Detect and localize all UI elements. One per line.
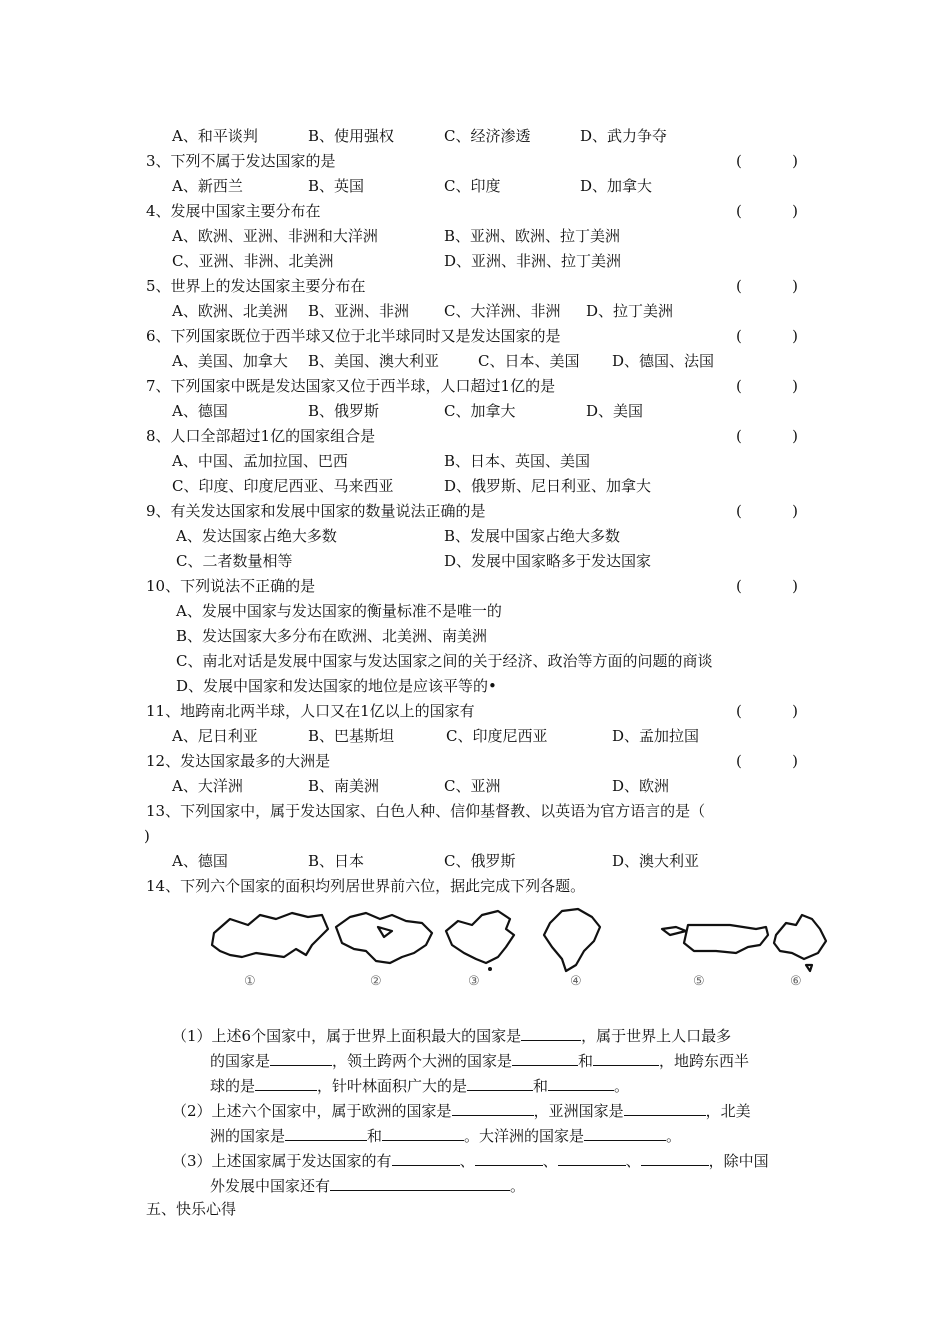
q14-sub1-line2: 的国家是 ，领土跨两个大洲的国家是 和 ，地跨东西半: [210, 1049, 749, 1071]
q2-option-d: D、武力争夺: [580, 127, 668, 145]
answer-blank[interactable]: [285, 1124, 367, 1141]
map-label-6: ⑥: [790, 974, 802, 989]
q12-option-d: D、欧洲: [612, 777, 670, 795]
q7-option-a: A、德国: [172, 402, 228, 420]
q8-option-c: C、印度、印度尼西亚、马来西亚: [172, 477, 394, 495]
q5-answer-paren: ( ): [736, 277, 798, 295]
map-label-5: ⑤: [693, 974, 705, 989]
answer-blank[interactable]: [512, 1049, 578, 1066]
q2-option-c: C、经济渗透: [444, 127, 531, 145]
answer-blank[interactable]: [382, 1124, 464, 1141]
q3-option-b: B、英国: [308, 177, 365, 195]
q5-option-d: D、拉丁美洲: [586, 302, 674, 320]
answer-blank[interactable]: [521, 1024, 581, 1041]
answer-blank[interactable]: [475, 1149, 543, 1166]
q8-answer-paren: ( ): [736, 427, 798, 445]
q6-option-a: A、美国、加拿大: [172, 352, 288, 370]
q11-stem: 11、地跨南北两半球，人口又在1亿以上的国家有: [146, 702, 475, 720]
map-brazil-outline: [544, 909, 600, 971]
q12-option-a: A、大洋洲: [172, 777, 243, 795]
q10-option-c: C、南北对话是发展中国家与发达国家之间的关于经济、政治等方面的问题的商谈: [176, 652, 713, 670]
map-russia-outline: [212, 913, 328, 957]
q6-option-d: D、德国、法国: [612, 352, 715, 370]
q10-option-b: B、发达国家大多分布在欧洲、北美洲、南美洲: [176, 627, 488, 645]
q9-option-c: C、二者数量相等: [176, 552, 293, 570]
q10-stem: 10、下列说法不正确的是: [146, 577, 316, 595]
answer-blank[interactable]: [584, 1124, 666, 1141]
map-label-1: ①: [244, 974, 256, 989]
map-label-4: ④: [570, 974, 582, 989]
q2-option-b: B、使用强权: [308, 127, 395, 145]
q3-option-a: A、新西兰: [172, 177, 243, 195]
q4-option-c: C、亚洲、非洲、北美洲: [172, 252, 334, 270]
q3-stem: 3、下列不属于发达国家的是: [146, 152, 336, 170]
answer-blank[interactable]: [330, 1174, 510, 1191]
q10-option-d: D、发展中国家和发达国家的地位是应该平等的•: [176, 677, 497, 695]
answer-blank[interactable]: [624, 1099, 706, 1116]
q11-answer-paren: ( ): [736, 702, 798, 720]
q6-option-b: B、美国、澳大利亚: [308, 352, 440, 370]
q13-option-d: D、澳大利亚: [612, 852, 700, 870]
q8-option-a: A、中国、孟加拉国、巴西: [172, 452, 348, 470]
answer-blank[interactable]: [593, 1049, 659, 1066]
section5-heading: 五、快乐心得: [146, 1200, 237, 1218]
q11-option-d: D、孟加拉国: [612, 727, 700, 745]
answer-blank[interactable]: [392, 1149, 460, 1166]
map-label-2: ②: [370, 974, 382, 989]
q9-option-b: B、发展中国家占绝大多数: [444, 527, 621, 545]
q6-option-c: C、日本、美国: [478, 352, 580, 370]
q12-option-c: C、亚洲: [444, 777, 501, 795]
q9-option-a: A、发达国家占绝大多数: [176, 527, 337, 545]
q6-stem: 6、下列国家既位于西半球又位于北半球同时又是发达国家的是: [146, 327, 561, 345]
q11-option-b: B、巴基斯坦: [308, 727, 395, 745]
map-china-islands: [488, 967, 492, 971]
q13-stem-continued: ): [144, 827, 150, 845]
q4-option-d: D、亚洲、非洲、拉丁美洲: [444, 252, 622, 270]
map-label-3: ③: [468, 974, 480, 989]
q8-option-d: D、俄罗斯、尼日利亚、加拿大: [444, 477, 652, 495]
answer-blank[interactable]: [270, 1049, 332, 1066]
country-outlines-figure: [200, 905, 840, 975]
q4-option-a: A、欧洲、亚洲、非洲和大洋洲: [172, 227, 378, 245]
q14-sub2-line2: 洲的国家是 和 。大洋洲的国家是 。: [210, 1124, 681, 1146]
q3-option-c: C、印度: [444, 177, 501, 195]
map-canada-outline: [336, 913, 432, 963]
q5-stem: 5、世界上的发达国家主要分布在: [146, 277, 366, 295]
q11-option-a: A、尼日利亚: [172, 727, 258, 745]
q8-option-b: B、日本、英国、美国: [444, 452, 591, 470]
q4-answer-paren: ( ): [736, 202, 798, 220]
q13-option-c: C、俄罗斯: [444, 852, 516, 870]
q7-stem: 7、下列国家中既是发达国家又位于西半球，人口超过1亿的是: [146, 377, 556, 395]
q14-sub3-line2: 外发展中国家还有 。: [210, 1174, 525, 1196]
map-china-outline: [446, 911, 514, 963]
map-usa-outline: [662, 925, 768, 953]
answer-blank[interactable]: [452, 1099, 534, 1116]
answer-blank[interactable]: [467, 1074, 533, 1091]
answer-blank[interactable]: [641, 1149, 709, 1166]
map-tasmania-outline: [806, 965, 812, 971]
q5-option-c: C、大洋洲、非洲: [444, 302, 561, 320]
q9-answer-paren: ( ): [736, 502, 798, 520]
q13-stem: 13、下列国家中，属于发达国家、白色人种、信仰基督教、以英语为官方语言的是（: [146, 802, 706, 820]
q4-stem: 4、发展中国家主要分布在: [146, 202, 321, 220]
q13-option-a: A、德国: [172, 852, 228, 870]
answer-blank[interactable]: [255, 1074, 317, 1091]
q8-stem: 8、人口全部超过1亿的国家组合是: [146, 427, 376, 445]
map-australia-outline: [774, 915, 826, 959]
q6-answer-paren: ( ): [736, 327, 798, 345]
q14-sub1-line1: （1）上述6个国家中，属于世界上面积最大的国家是 ，属于世界上人口最多: [172, 1024, 731, 1046]
q10-answer-paren: ( ): [736, 577, 798, 595]
q7-option-c: C、加拿大: [444, 402, 516, 420]
q14-sub2-line1: （2）上述六个国家中，属于欧洲的国家是 ，亚洲国家是 ，北美: [172, 1099, 751, 1121]
q3-option-d: D、加拿大: [580, 177, 653, 195]
q9-stem: 9、有关发达国家和发展中国家的数量说法正确的是: [146, 502, 486, 520]
q12-stem: 12、发达国家最多的大洲是: [146, 752, 331, 770]
q11-option-c: C、印度尼西亚: [446, 727, 548, 745]
q9-option-d: D、发展中国家略多于发达国家: [444, 552, 652, 570]
q2-option-a: A、和平谈判: [172, 127, 258, 145]
q5-option-a: A、欧洲、北美洲: [172, 302, 288, 320]
q4-option-b: B、亚洲、欧洲、拉丁美洲: [444, 227, 621, 245]
q10-option-a: A、发展中国家与发达国家的衡量标准不是唯一的: [176, 602, 502, 620]
q14-sub3-line1: （3）上述国家属于发达国家的有 、 、 、 ，除中国: [172, 1149, 769, 1171]
q14-stem: 14、下列六个国家的面积均列居世界前六位，据此完成下列各题。: [146, 877, 586, 895]
q5-option-b: B、亚洲、非洲: [308, 302, 410, 320]
q14-sub1-line3: 球的是 ，针叶林面积广大的是 和 。: [210, 1074, 629, 1096]
q7-answer-paren: ( ): [736, 377, 798, 395]
answer-blank[interactable]: [548, 1074, 614, 1091]
q7-option-b: B、俄罗斯: [308, 402, 380, 420]
q12-answer-paren: ( ): [736, 752, 798, 770]
answer-blank[interactable]: [558, 1149, 626, 1166]
q7-option-d: D、美国: [586, 402, 644, 420]
q3-answer-paren: ( ): [736, 152, 798, 170]
q13-option-b: B、日本: [308, 852, 365, 870]
q12-option-b: B、南美洲: [308, 777, 380, 795]
